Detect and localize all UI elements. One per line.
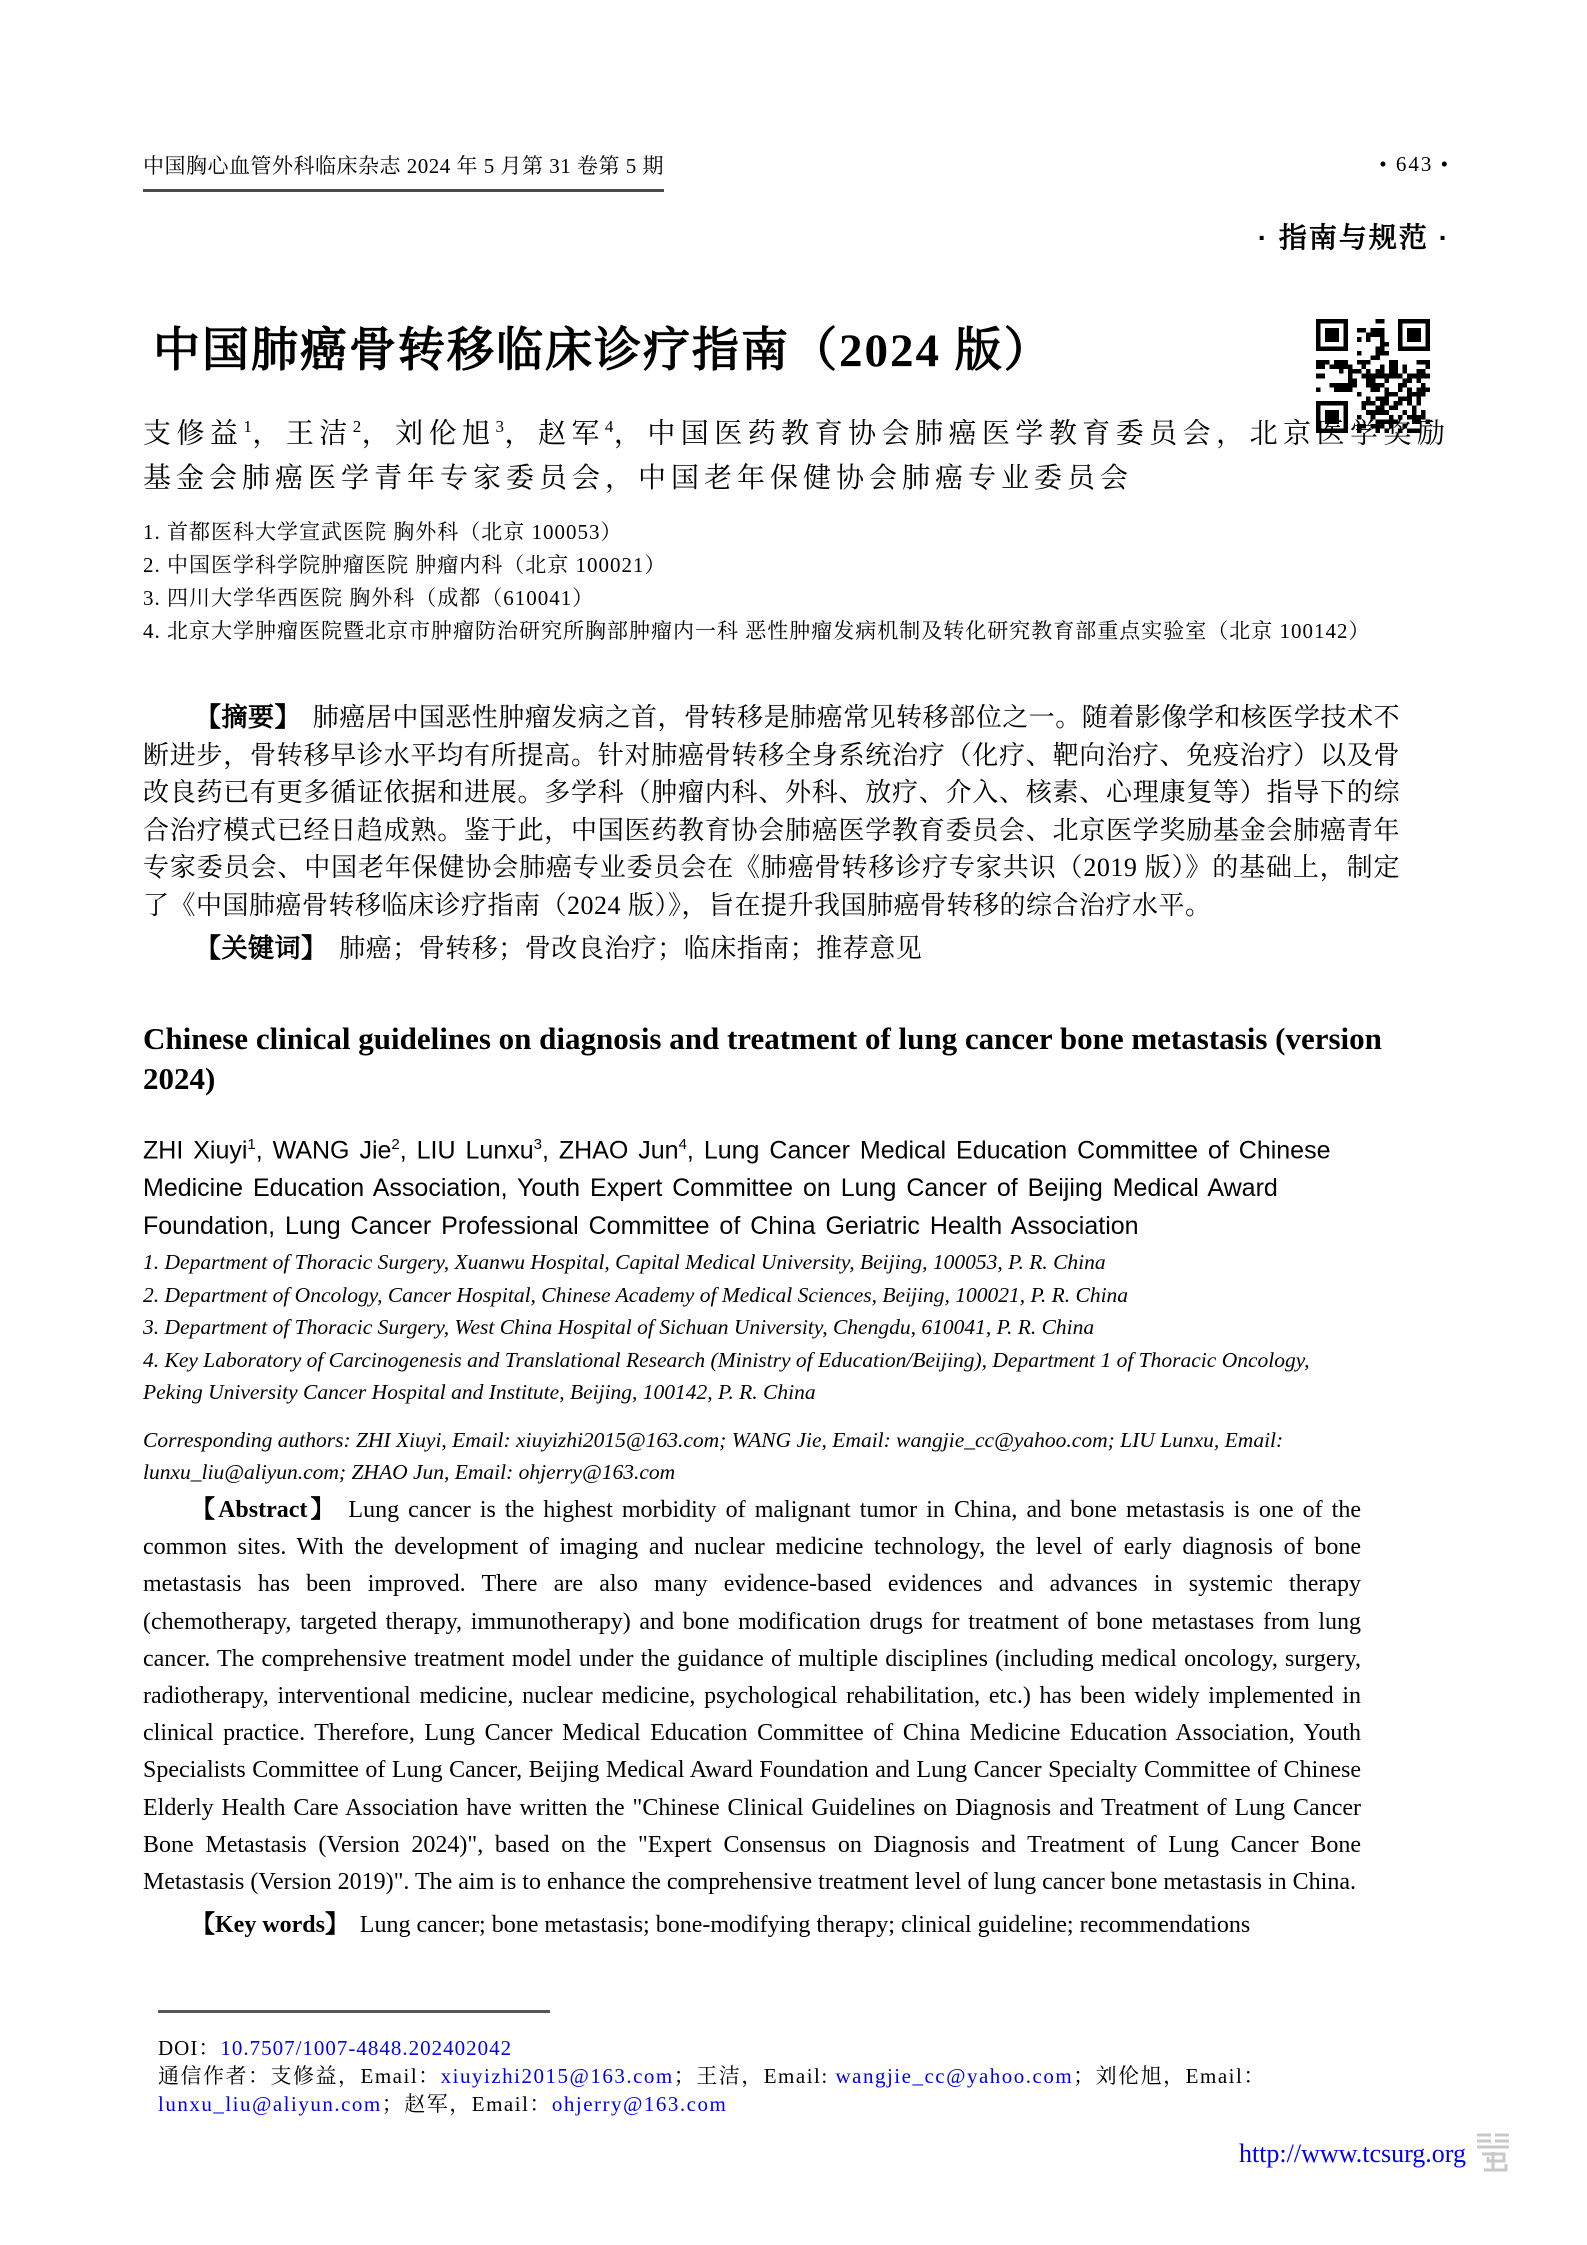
site-footer <box>1239 2131 1511 2177</box>
affiliation-item: 3. 四川大学华西医院 胸外科（成都（610041） <box>143 586 595 610</box>
running-head <box>143 150 1450 192</box>
abstract-cn-label: 【摘要】 <box>195 702 302 732</box>
authors-en: ZHI Xiuyi$^1$, WANG Jie$^2$, LIU Lunxu$^3$, ZHAO Jun$^4$, Lung Cancer Medical Education Committee of Chinese Medicine Education Association, Youth Expert Committee on Lung Cancer of Beijing Medical Award Foundation, Lung Cancer Professional Committee of China Geriatric Health Association <box>143 1136 1331 1241</box>
author-en: ZHI Xiuyi <box>143 1136 248 1165</box>
abstract-en <box>143 1492 1361 1901</box>
author-committees-cn: 中国医药教育协会肺癌医学教育委员会，北京医学奖励基金会肺癌医学青年专家委员会，中国老年保健协会肺癌专业委员会 <box>143 418 1450 495</box>
author-affil-marker: 3 <box>495 417 505 436</box>
journal-logo-icon <box>1475 2131 1511 2177</box>
abstract-cn-block <box>143 699 1400 968</box>
corresponding-authors-cn <box>158 2062 1458 2118</box>
author-affil-marker: 2 <box>391 1136 400 1153</box>
corr-cn-text: ；王洁，Email: <box>673 2064 836 2088</box>
keywords-cn-body: 肺癌；骨转移；骨改良治疗；临床指南；推荐意见 <box>339 934 923 963</box>
article-title-en: Chinese clinical guidelines on diagnosis and treatment of lung cancer bone metastasis (version 2024) <box>143 1021 1382 1096</box>
author-affil-marker: 2 <box>352 417 362 436</box>
abstract-en-body: Lung cancer is the highest morbidity of malignant tumor in China, and bone metastasis is one of the common sites. With the development of imaging and nuclear medicine technology, the level of early diagnosis of bone metastasis has been improved. There are also many evidence-based evidences and advances in systemic therapy (chemotherapy, targeted therapy, immunotherapy) and bone modification drugs for treatment of bone metastases from lung cancer. The comprehensive treatment model under the guidance of multiple disciplines (including medical oncology, surgery, radiotherapy, interventional medicine, nuclear medicine, psychological rehabilitation, etc.) has been widely implemented in clinical practice. Therefore, Lung Cancer Medical Education Committee of China Medicine Education Association, Youth Specialists Committee of Lung Cancer, Beijing Medical Award Foundation and Lung Cancer Specialty Committee of Chinese Elderly Health Care Association have written the "Chinese Clinical Guidelines on Diagnosis and Treatment of Lung Cancer Bone Metastasis (Version 2024)", based on the "Expert Consensus on Diagnosis and Treatment of Lung Cancer Bone Metastasis (Version 2019)". The aim is to enhance the comprehensive treatment level of lung cancer bone metastasis in China. <box>143 1497 1361 1896</box>
abstract-cn <box>143 699 1400 924</box>
affiliation-item: 2. Department of Oncology, Cancer Hospital, Chinese Academy of Medical Sciences, Beijing, 100021, P. R. China <box>143 1282 1129 1307</box>
corr-cn-text: ；赵军，Email： <box>381 2092 552 2116</box>
affiliation-item: 1. Department of Thoracic Surgery, Xuanwu Hospital, Capital Medical University, Beijing, 100053, P. R. China <box>143 1250 1106 1274</box>
affiliation-item: 4. 北京大学肿瘤医院暨北京市肿瘤防治研究所胸部肿瘤内一科 恶性肿瘤发病机制及转化研究教育部重点实验室（北京 100142） <box>143 619 1371 643</box>
corr-cn-text: ；刘伦旭，Email： <box>1073 2064 1266 2088</box>
doi-link[interactable]: 10.7507/1007-4848.202402042 <box>220 2036 513 2060</box>
affiliation-item: 1. 首都医科大学宣武医院 胸外科（北京 100053） <box>143 520 623 544</box>
journal-title: 中国胸心血管外科临床杂志 2024 年 5 月第 31 卷第 5 期 <box>143 150 664 192</box>
affiliation-item: 3. Department of Thoracic Surgery, West China Hospital of Sichuan University, Chengdu, 610041, P. R. China <box>143 1315 1095 1339</box>
affiliation-item: 4. Key Laboratory of Carcinogenesis and Translational Research (Ministry of Education/Beijing), Department 1 of Thoracic Oncology, Peking University Cancer Hospital and Institute, Beijing, 100142, P. R. China <box>143 1347 1310 1404</box>
keywords-cn-label: 【关键词】 <box>195 933 328 963</box>
email-link[interactable]: wangjie_cc@yahoo.com <box>835 2064 1074 2088</box>
author-affil-marker: 4 <box>678 1136 687 1153</box>
email-link[interactable]: lunxu_liu@aliyun.com <box>158 2092 382 2116</box>
section-label: · 指南与规范 · <box>1257 222 1450 253</box>
author-committees-en: Lung Cancer Medical Education Committee of Chinese Medicine Education Association, Youth Expert Committee on Lung Cancer of Beijing Medical Award Foundation, Lung Cancer Professional Committee of China Geriatric Health Association <box>143 1136 1331 1241</box>
author-affil-marker: 3 <box>533 1136 542 1153</box>
abstract-en-block <box>143 1492 1361 1944</box>
author-en: WANG Jie <box>272 1136 392 1165</box>
author-cn: 赵军 <box>537 418 605 450</box>
author-cn: 王洁 <box>285 418 353 450</box>
keywords-cn <box>143 930 1400 968</box>
affiliations-cn <box>143 516 1450 648</box>
keywords-en <box>143 1907 1361 1944</box>
keywords-en-body: Lung cancer; bone metastasis; bone-modifying therapy; clinical guideline; recommendations <box>359 1912 1251 1939</box>
affiliation-item: 2. 中国医学科学院肿瘤医院 肿瘤内科（北京 100021） <box>143 553 667 577</box>
page-number: • 643 • <box>1379 152 1450 176</box>
author-cn: 刘伦旭 <box>395 418 496 450</box>
footnote-divider <box>158 2010 550 2013</box>
author-cn: 支修益 <box>143 418 244 450</box>
author-affil-marker: 1 <box>247 1136 256 1153</box>
doi-label: DOI： <box>158 2036 221 2060</box>
keywords-en-label: 【Key words】 <box>191 1912 349 1939</box>
doi-line <box>158 2034 1458 2062</box>
author-en: ZHAO Jun <box>558 1136 679 1165</box>
abstract-cn-body: 肺癌居中国恶性肿瘤发病之首，骨转移是肺癌常见转移部位之一。随着影像学和核医学技术不断进步，骨转移早诊水平均有所提高。针对肺癌骨转移全身系统治疗（化疗、靶向治疗、免疫治疗）以及骨改良药已有更多循证依据和进展。多学科（肿瘤内科、外科、放疗、介入、核素、心理康复等）指导下的综合治疗模式已经日趋成熟。鉴于此，中国医药教育协会肺癌医学教育委员会、北京医学奖励基金会肺癌青年专家委员会、中国老年保健协会肺癌专业委员会在《肺癌骨转移诊疗专家共识（2019 版）》的基础上，制定了《中国肺癌骨转移临床诊疗指南（2024 版）》，旨在提升我国肺癌骨转移的综合治疗水平。 <box>143 703 1400 920</box>
email-link[interactable]: xiuyizhi2015@163.com <box>440 2064 674 2088</box>
author-affil-marker: 1 <box>243 417 252 436</box>
site-url-link[interactable]: http://www.tcsurg.org <box>1238 2139 1466 2168</box>
email-link[interactable]: ohjerry@163.com <box>551 2092 728 2116</box>
affiliations-en <box>143 1246 1368 1489</box>
abstract-en-label: 【Abstract】 <box>191 1497 338 1523</box>
author-affil-marker: 4 <box>604 417 614 436</box>
article-title-cn: 中国肺癌骨转移临床诊疗指南（2024 版） <box>153 325 1053 377</box>
author-en: LIU Lunxu <box>416 1136 534 1165</box>
corr-cn-text: 通信作者：支修益，Email： <box>158 2064 441 2088</box>
authors-cn: 支修益$^1$，王洁$^2$，刘伦旭$^3$，赵军$^4$，中国医药教育协会肺癌医学教育委员会，北京医学奖励基金会肺癌医学青年专家委员会，中国老年保健协会肺癌专业委员会 <box>143 417 1450 495</box>
footnote <box>158 2010 1458 2118</box>
corresponding-authors-en: Corresponding authors: ZHI Xiuyi, Email: xiuyizhi2015@163.com; WANG Jie, Email: wangjie_cc@yahoo.com; LIU Lunxu, Email: lunxu_liu@aliyun.com; ZHAO Jun, Email: ohjerry@163.com <box>143 1427 1284 1484</box>
